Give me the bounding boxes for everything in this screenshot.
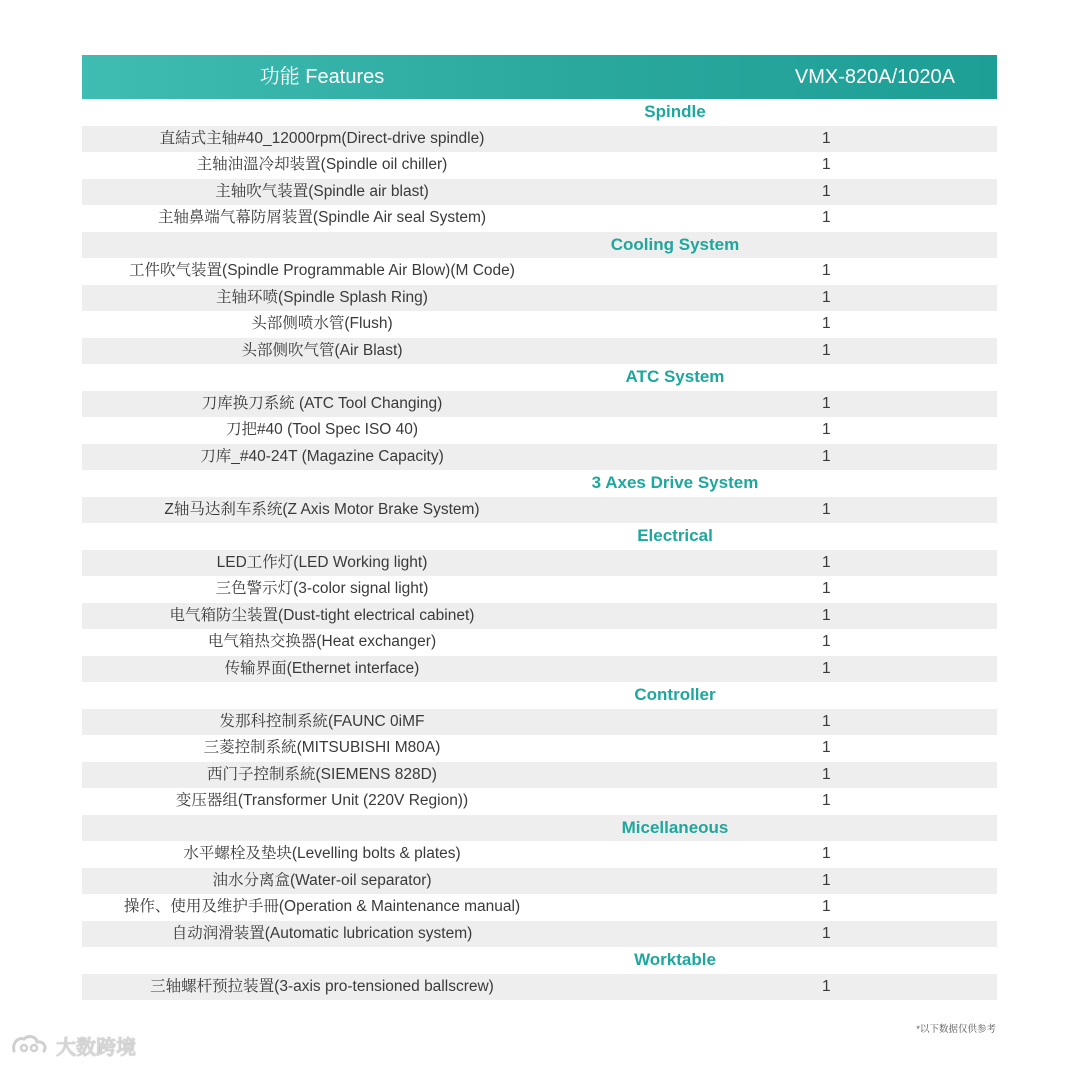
table-row (82, 868, 997, 895)
footnote: *以下数据仅供参考 (916, 1024, 996, 1035)
feature-label: 三轴螺杆预拉装置(3-axis pro-tensioned ballscrew) (150, 977, 494, 995)
feature-value: 1 (822, 500, 831, 518)
feature-value: 1 (822, 977, 831, 995)
section-title: Cooling System (610, 234, 740, 254)
table-row (82, 735, 997, 762)
table-row (82, 974, 997, 1001)
feature-label: 西门子控制系統(SIEMENS 828D) (207, 765, 437, 783)
feature-label: 刀库_#40-24T (Magazine Capacity) (200, 447, 444, 465)
section-header-row (82, 815, 997, 842)
table-row (82, 417, 997, 444)
watermark-text: 大数跨境 (56, 1037, 136, 1059)
table-row (82, 258, 997, 285)
feature-label: 三菱控制系統(MITSUBISHI M80A) (203, 739, 441, 756)
feature-value: 1 (822, 209, 831, 226)
section-header-row (82, 232, 997, 259)
section-title: Controller (634, 685, 716, 704)
feature-value: 1 (822, 871, 831, 889)
feature-label: 刀库换刀系統 (ATC Tool Changing) (201, 394, 443, 412)
section-header-row (82, 523, 997, 550)
table-row (82, 391, 997, 418)
table-body (82, 99, 997, 1000)
feature-label: 头部侧吹气管(Air Blast) (241, 341, 403, 359)
feature-value: 1 (822, 315, 831, 332)
feature-label: 主轴环喷(Spindle Splash Ring) (216, 288, 428, 306)
feature-label: LED工作灯(LED Working light) (216, 553, 428, 571)
feature-label: 电气箱防尘装置(Dust-tight electrical cabinet) (169, 606, 475, 624)
feature-value: 1 (822, 792, 831, 809)
section-title: Electrical (637, 526, 713, 545)
feature-value: 1 (822, 341, 831, 359)
feature-label: 操作、使用及维护手冊(Operation & Maintenance manual) (123, 898, 521, 915)
feature-label: 电气箱热交换器(Heat exchanger) (207, 633, 437, 650)
feature-value: 1 (822, 739, 831, 756)
table-row (82, 656, 997, 683)
section-header-row (82, 99, 997, 126)
feature-label: 自动润滑装置(Automatic lubrication system) (171, 924, 473, 942)
feature-value: 1 (822, 129, 831, 147)
feature-value: 1 (822, 421, 831, 438)
section-header-row (82, 947, 997, 974)
feature-value: 1 (822, 580, 831, 597)
feature-label: 主轴鼻端气幕防屑装置(Spindle Air seal System) (157, 209, 487, 226)
feature-label: 三色警示灯(3-color signal light) (215, 580, 429, 597)
table-header (82, 55, 997, 99)
table-row (82, 311, 997, 338)
feature-label: 变压器组(Transformer Unit (220V Region)) (175, 792, 469, 809)
table-row (82, 179, 997, 206)
feature-value: 1 (822, 659, 831, 677)
section-title: ATC System (625, 367, 725, 386)
feature-value: 1 (822, 553, 831, 571)
feature-label: 刀把#40 (Tool Spec ISO 40) (225, 421, 419, 438)
watermark (10, 1031, 136, 1060)
feature-label: 主轴油溫冷却装置(Spindle oil chiller) (196, 156, 448, 173)
feature-label: 主轴吹气装置(Spindle air blast) (215, 182, 429, 200)
table-row (82, 629, 997, 656)
table-row (82, 603, 997, 630)
section-header-row (82, 364, 997, 391)
feature-label: 水平螺栓及垫块(Levelling bolts & plates) (183, 845, 461, 862)
feature-value: 1 (822, 765, 831, 783)
feature-label: 直結式主轴#40_12000rpm(Direct-drive spindle) (159, 129, 485, 147)
feature-value: 1 (822, 288, 831, 306)
feature-value: 1 (822, 898, 831, 915)
feature-value: 1 (822, 845, 831, 862)
feature-value: 1 (822, 156, 831, 173)
section-header-row (82, 682, 997, 709)
features-table (82, 55, 997, 1000)
feature-value: 1 (822, 262, 831, 279)
table-row (82, 497, 997, 524)
feature-value: 1 (822, 182, 831, 200)
model-column-header: VMX-820A/1020A (794, 66, 955, 88)
features-column-header: 功能 Features (259, 66, 385, 88)
feature-value: 1 (822, 924, 831, 942)
table-row (82, 762, 997, 789)
section-header-row (82, 470, 997, 497)
section-title: Micellaneous (621, 817, 729, 837)
table-row (82, 152, 997, 179)
feature-label: 油水分离盒(Water-oil separator) (212, 871, 432, 889)
table-row (82, 841, 997, 868)
table-row (82, 894, 997, 921)
feature-label: 工件吹气装置(Spindle Programmable Air Blow)(M Code) (129, 262, 515, 279)
feature-value: 1 (822, 712, 831, 730)
table-row (82, 921, 997, 948)
table-row (82, 126, 997, 153)
feature-label: 头部侧喷水管(Flush) (251, 315, 393, 332)
section-title: Worktable (634, 950, 716, 969)
feature-label: Z轴马达刹车系统(Z Axis Motor Brake System) (164, 500, 480, 518)
section-title: Spindle (644, 102, 706, 121)
feature-value: 1 (822, 447, 831, 465)
table-row (82, 285, 997, 312)
table-row (82, 550, 997, 577)
watermark-logo-icon (10, 1033, 50, 1059)
table-row (82, 576, 997, 603)
feature-value: 1 (822, 606, 831, 624)
feature-value: 1 (822, 394, 831, 412)
table-row (82, 709, 997, 736)
feature-label: 发那科控制系統(FAUNC 0iMF (219, 712, 425, 730)
table-row (82, 338, 997, 365)
section-title: 3 Axes Drive System (591, 473, 759, 492)
feature-label: 传输界面(Ethernet interface) (224, 659, 420, 677)
table-row (82, 444, 997, 471)
table-row (82, 205, 997, 232)
feature-value: 1 (822, 633, 831, 650)
table-row (82, 788, 997, 815)
